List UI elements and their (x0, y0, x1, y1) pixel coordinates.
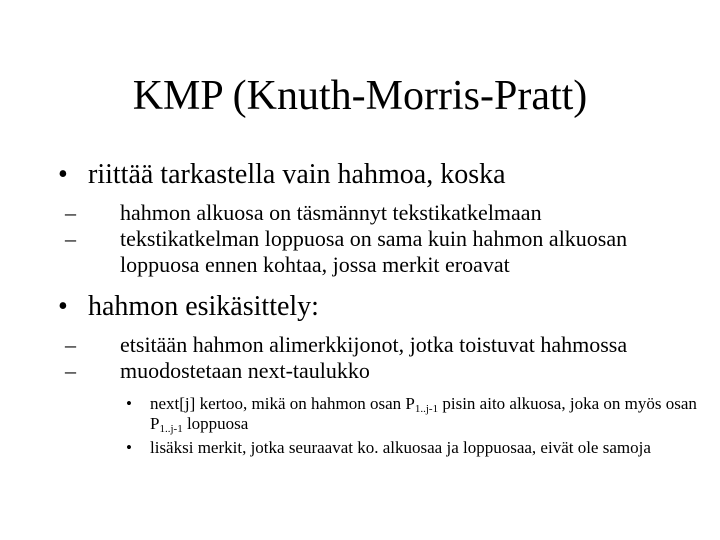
sub-bullet-1-2 (65, 226, 698, 278)
subsub-bullet-1-subscript-a: 1..j-1 (414, 403, 439, 415)
sub-bullet-1-2-mark: – (65, 226, 76, 251)
sub-bullet-1-1 (65, 200, 698, 226)
subsub-bullet-1-subscript-b: 1..j-1 (159, 423, 183, 435)
bullet-1-mark: • (58, 159, 68, 190)
bullet-2-subsubitems (58, 394, 698, 458)
bullet-1-subitems (58, 200, 698, 278)
bullet-2 (58, 290, 698, 324)
bullet-1-text: riittää tarkastella vain hahmoa, koska (88, 159, 506, 190)
subsub-bullet-1-mark: • (126, 394, 132, 413)
subsub-bullet-1-text-c: loppuosa (182, 414, 249, 433)
sub-bullet-1-1-text: hahmon alkuosa on täsmännyt tekstikatkelmaan (120, 200, 542, 225)
slide-content (58, 158, 698, 458)
bullet-2-mark: • (58, 291, 68, 322)
bullet-1 (58, 158, 698, 192)
bullet-2-text: hahmon esikäsittely: (88, 291, 319, 322)
sub-bullet-1-2-text: tekstikatkelman loppuosa on sama kuin hahmon alkuosan loppuosa ennen kohtaa, jossa merkit eroavat (120, 226, 628, 277)
sub-bullet-2-1 (65, 332, 698, 358)
slide-title: KMP (Knuth-Morris-Pratt) (132, 73, 588, 119)
sub-bullet-2-1-text: etsitään hahmon alimerkkijonot, jotka toistuvat hahmossa (120, 332, 628, 357)
sub-bullet-2-2 (65, 358, 698, 384)
subsub-bullet-2 (126, 438, 698, 458)
subsub-bullet-2-text: lisäksi merkit, jotka seuraavat ko. alkuosaa ja loppuosaa, eivät ole samoja (150, 438, 651, 457)
subsub-bullet-2-mark: • (126, 438, 132, 457)
sub-bullet-1-1-mark: – (65, 200, 76, 225)
subsub-bullet-1 (126, 394, 698, 434)
sub-bullet-2-1-mark: – (65, 332, 76, 357)
sub-bullet-2-2-mark: – (65, 358, 76, 383)
subsub-bullet-1-text-b: pisin aito alkuosa, joka on myös osan P (150, 394, 697, 433)
subsub-bullet-1-text-a: next[j] kertoo, mikä on hahmon osan P (150, 394, 415, 413)
sub-bullet-2-2-text: muodostetaan next-taulukko (120, 358, 370, 383)
bullet-2-subitems (58, 332, 698, 384)
